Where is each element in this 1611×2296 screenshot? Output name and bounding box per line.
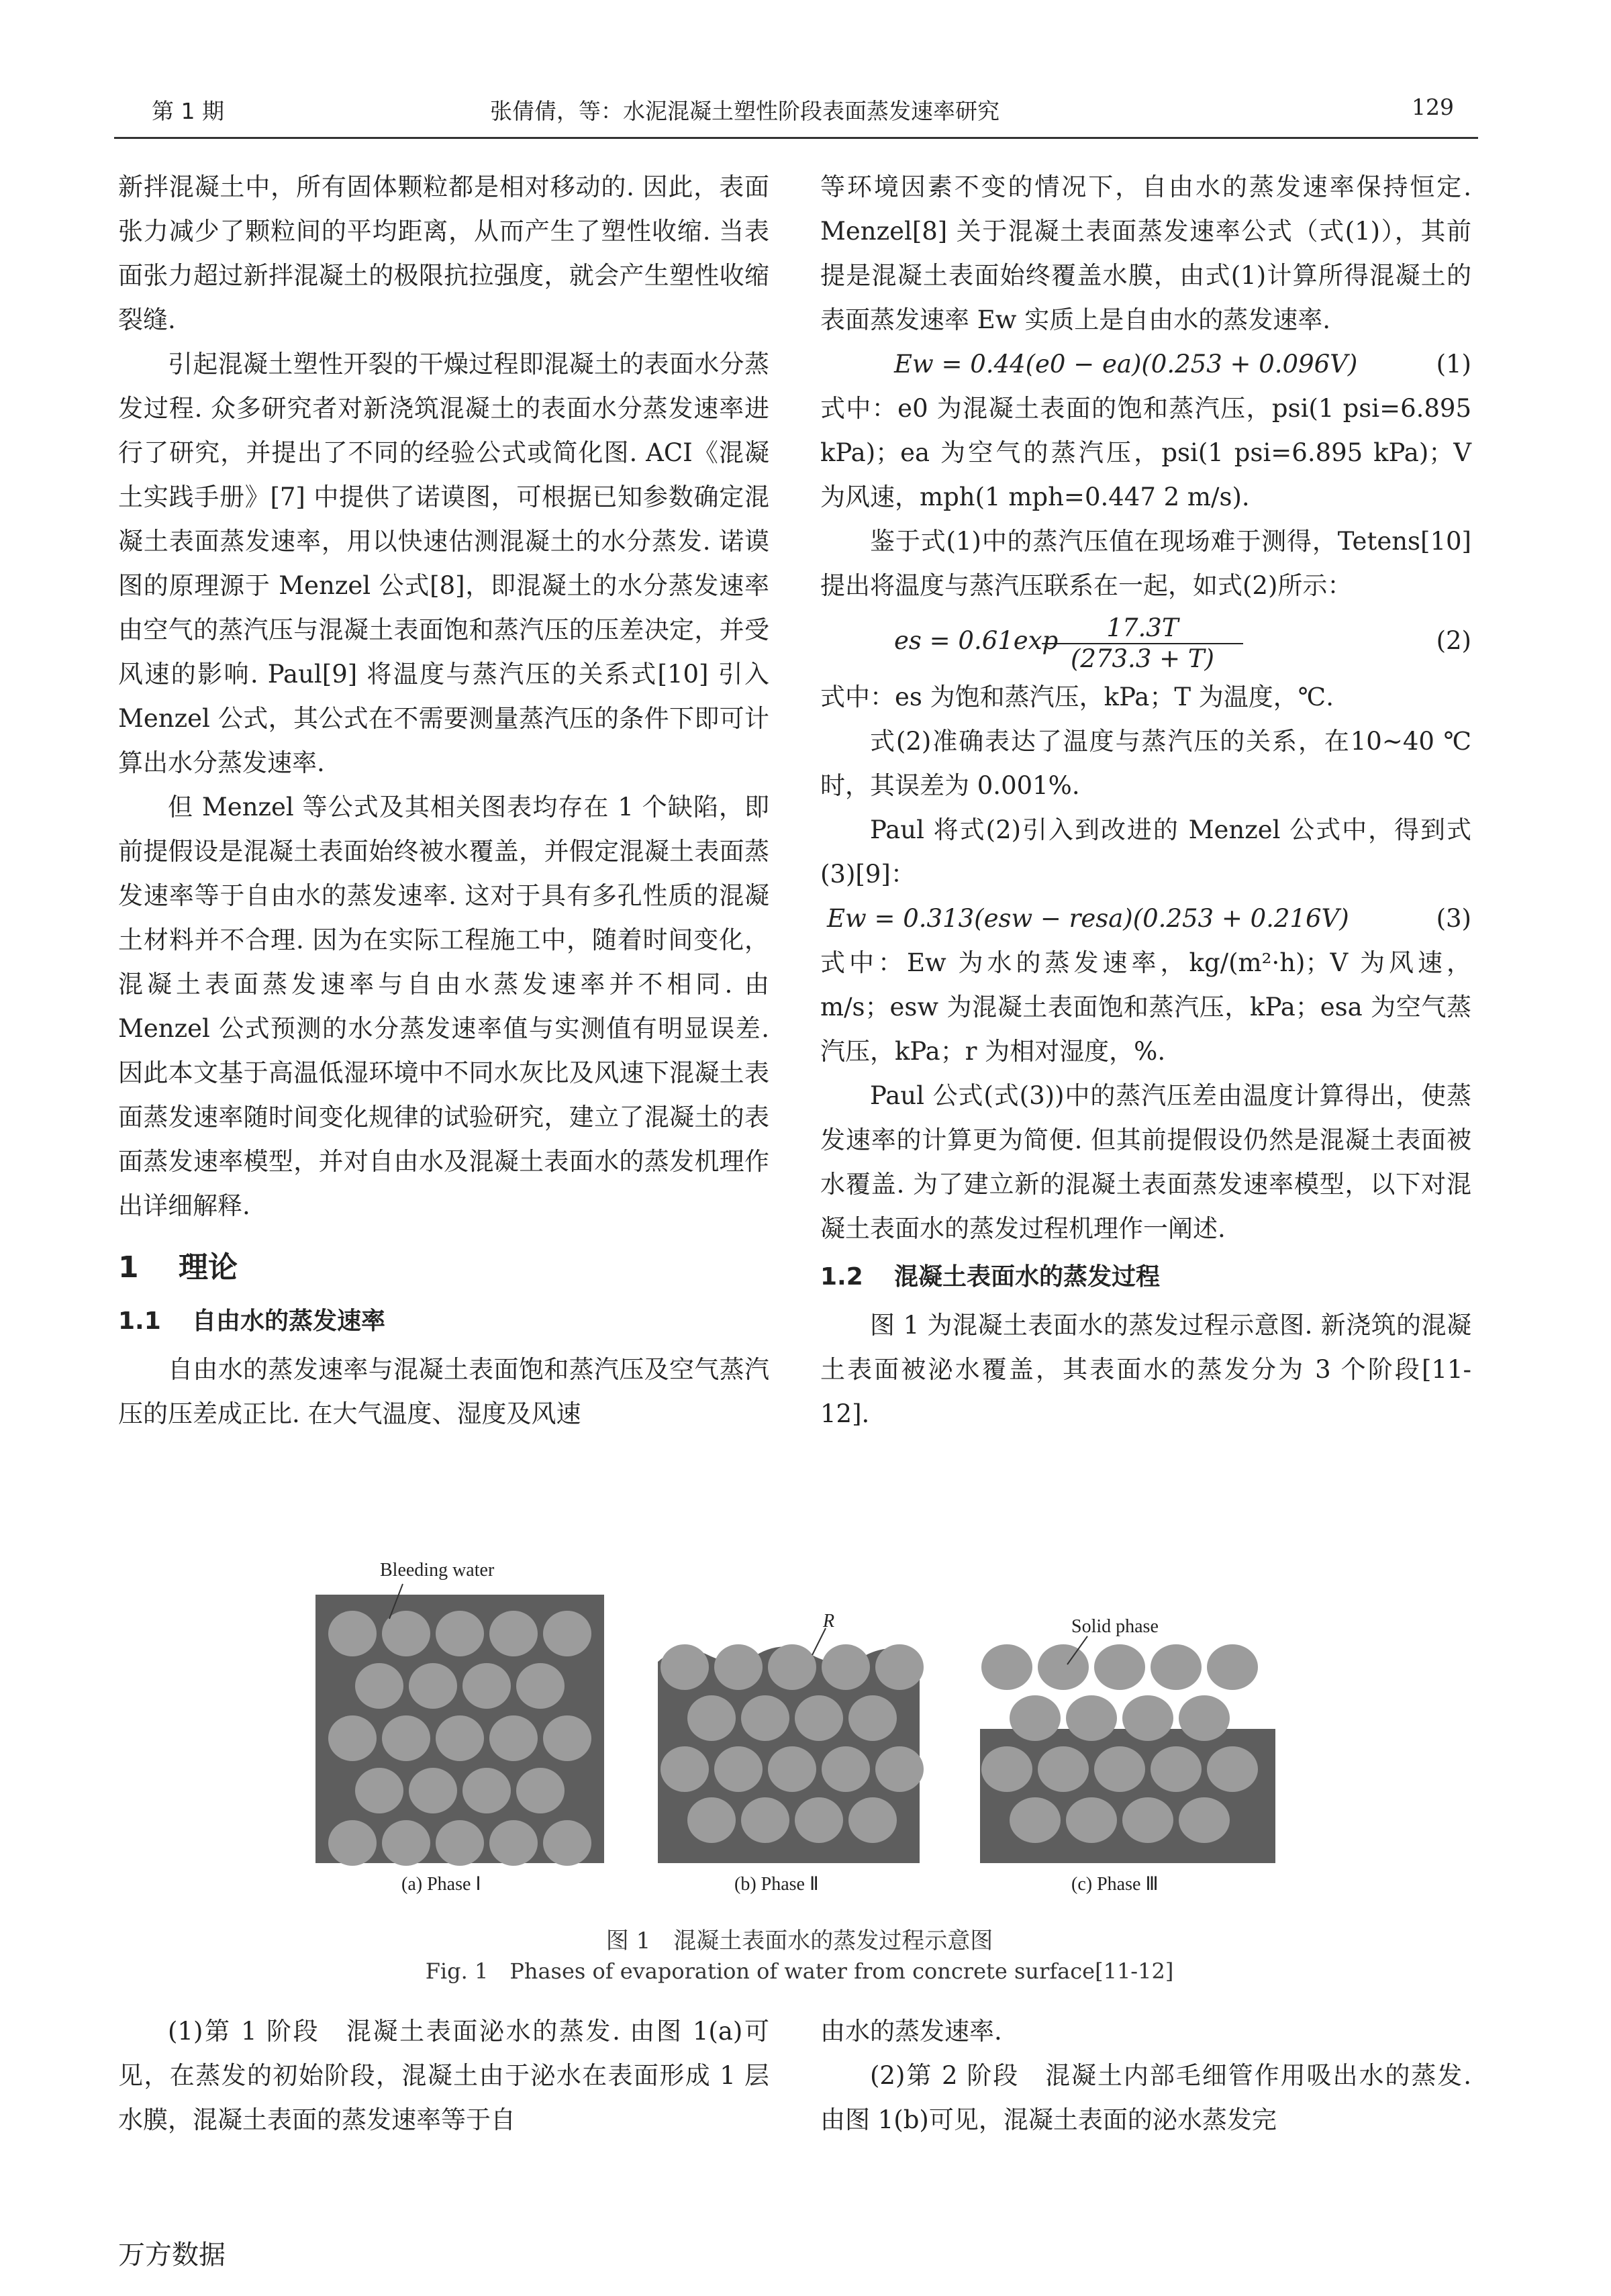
solid-particle: [489, 1715, 538, 1761]
subsection-number: 1.2: [820, 1263, 863, 1291]
solid-particle: [795, 1797, 843, 1843]
solid-particle: [543, 1611, 591, 1656]
equation-fraction: [1042, 613, 1243, 674]
issue-number: 第 1 期: [152, 98, 224, 124]
watermark-footer: 万方数据: [118, 2240, 226, 2270]
solid-particle: [875, 1746, 924, 1792]
subsection-heading: [820, 1255, 1471, 1299]
solid-particle: [981, 1644, 1032, 1690]
solid-particle: [382, 1715, 430, 1761]
equation-body: Ew = 0.313(esw − resa)(0.253 + 0.216V): [827, 904, 1349, 933]
paragraph: 式中：Ew 为水的蒸发速率，kg/(m²·h)；V 为风速，m/s；esw 为混凝土表面饱和蒸汽压，kPa；esa 为空气蒸汽压，kPa；r 为相对湿度，%.: [820, 948, 1471, 1066]
solid-particle: [436, 1611, 484, 1656]
right-column: [820, 165, 1471, 1436]
paragraph: 引起混凝土塑性开裂的干燥过程即混凝土的表面水分蒸发过程. 众多研究者对新浇筑混凝土的表面水分蒸发速率进行了研究，并提出了不同的经验公式或简化图. ACI《混凝土实践手册》[7] 中提供了诺谟图，可根据已知参数确定混凝土表面蒸发速率，用以快速估测混凝土的水分蒸发. 诺谟图的原理源于 Menzel 公式[8]，即混凝土的水分蒸发速率由空气的蒸汽压与混凝土表面饱和蒸汽压的压差决定，并受风速的影响. Paul[9] 将温度与蒸汽压的关系式[10] 引入 Menzel 公式，其公式在不需要测量蒸汽压的条件下即可计算出水分蒸发速率.: [118, 350, 769, 777]
solid-particle: [661, 1746, 709, 1792]
solid-particle: [1122, 1695, 1173, 1741]
solid-particle: [1151, 1644, 1202, 1690]
evaporation-phases-diagram: [315, 1554, 1296, 1903]
paragraph: 等环境因素不变的情况下，自由水的蒸发速率保持恒定. Menzel[8] 关于混凝土表面蒸发速率公式（式(1)），其前提是混凝土表面始终覆盖水膜，由式(1)计算所得混凝土的表面蒸发速率 Ew 实质上是自由水的蒸发速率.: [820, 172, 1471, 334]
section-heading: [118, 1246, 769, 1290]
solid-particle: [875, 1644, 924, 1690]
solid-particle: [687, 1797, 736, 1843]
solid-particle: [1066, 1695, 1117, 1741]
solid-particle: [1151, 1746, 1202, 1792]
label-solid-phase: Solid phase: [1071, 1616, 1159, 1637]
solid-particle: [1094, 1644, 1145, 1690]
paragraph: 式中：e0 为混凝土表面的饱和蒸汽压，psi(1 psi=6.895 kPa)；ea 为空气的蒸汽压，psi(1 psi=6.895 kPa)；V 为风速，mph(1 mph=0.447 2 m/s).: [820, 394, 1471, 511]
solid-particle: [822, 1746, 870, 1792]
solid-particle: [1010, 1695, 1061, 1741]
equation-number: (3): [1436, 904, 1471, 933]
paragraph: 鉴于式(1)中的蒸汽压值在现场难于测得，Tetens[10] 提出将温度与蒸汽压联系在一起，如式(2)所示：: [820, 527, 1471, 600]
fraction-denominator: (273.3 + T): [1071, 644, 1214, 673]
solid-particle: [848, 1695, 897, 1741]
solid-particle: [795, 1695, 843, 1741]
paragraph: 新拌混凝土中，所有固体颗粒都是相对移动的. 因此，表面张力减少了颗粒间的平均距离，从而产生了塑性收缩. 当表面张力超过新拌混凝土的极限抗拉强度，就会产生塑性收缩裂缝.: [118, 172, 769, 334]
solid-particle: [1179, 1797, 1230, 1843]
solid-particle: [1179, 1695, 1230, 1741]
solid-particle: [328, 1611, 377, 1656]
equation-number: (1): [1436, 350, 1471, 379]
solid-particle: [822, 1644, 870, 1690]
subfigure-label-b: (b) Phase Ⅱ: [734, 1874, 819, 1895]
solid-particle: [1094, 1746, 1145, 1792]
equation-1: [820, 342, 1471, 387]
section-number: 1: [118, 1250, 139, 1285]
equation-lhs: es = 0.61exp: [894, 626, 1059, 655]
solid-particle: [409, 1663, 457, 1709]
paragraph: 自由水的蒸发速率与混凝土表面饱和蒸汽压及空气蒸汽压的压差成正比. 在大气温度、湿度及风速: [118, 1355, 769, 1428]
solid-particle: [328, 1820, 377, 1866]
paragraph: (2)第 2 阶段 混凝土内部毛细管作用吸出水的蒸发. 由图 1(b)可见，混凝土表面的泌水蒸发完: [820, 2061, 1471, 2134]
label-bleeding-water: Bleeding water: [380, 1560, 495, 1581]
solid-particle: [661, 1644, 709, 1690]
solid-particle: [516, 1663, 565, 1709]
subsection-number: 1.1: [118, 1307, 161, 1335]
subsection-heading: [118, 1299, 769, 1344]
solid-particle: [489, 1611, 538, 1656]
leader-line-r: [812, 1628, 826, 1655]
subfigure-label-c: (c) Phase Ⅲ: [1071, 1874, 1159, 1895]
paragraph: 由水的蒸发速率.: [820, 2017, 1002, 2046]
solid-particle: [1010, 1797, 1061, 1843]
paragraph: (1)第 1 阶段 混凝土表面泌水的蒸发. 由图 1(a)可见，在蒸发的初始阶段，混凝土由于泌水在表面形成 1 层水膜，混凝土表面的蒸发速率等于自: [118, 2017, 769, 2134]
paragraph: 但 Menzel 等公式及其相关图表均存在 1 个缺陷，即前提假设是混凝土表面始终被水覆盖，并假定混凝土表面蒸发速率等于自由水的蒸发速率. 这对于具有多孔性质的混凝土材料并不合理. 因为在实际工程施工中，随着时间变化，混凝土表面蒸发速率与自由水蒸发速率并不相同. 由 Menzel 公式预测的水分蒸发速率值与实测值有明显误差. 因此本文基于高温低湿环境中不同水灰比及风速下混凝土表面蒸发速率随时间变化规律的试验研究，建立了混凝土的表面蒸发速率模型，并对自由水及混凝土表面水的蒸发机理作出详细解释.: [118, 793, 769, 1220]
paragraph: 式(2)准确表达了温度与蒸汽压的关系，在10~40 ℃时，其误差为 0.001%.: [820, 727, 1471, 800]
solid-particle: [768, 1746, 816, 1792]
solid-particle: [382, 1820, 430, 1866]
solid-particle: [355, 1768, 403, 1813]
solid-particle: [687, 1695, 736, 1741]
solid-particle: [436, 1715, 484, 1761]
left-column-bottom: [118, 2009, 769, 2142]
equation-number: (2): [1436, 626, 1471, 655]
solid-particle: [741, 1797, 789, 1843]
fraction-numerator: 17.3T: [1042, 613, 1243, 644]
solid-particle: [768, 1644, 816, 1690]
solid-particle: [409, 1768, 457, 1813]
solid-particle: [355, 1663, 403, 1709]
solid-particle: [848, 1797, 897, 1843]
solid-particle: [714, 1746, 763, 1792]
left-column: [118, 165, 769, 1436]
figure-caption-en: Fig. 1 Phases of evaporation of water from concrete surface[11-12]: [425, 1958, 1174, 1984]
solid-particle: [462, 1663, 511, 1709]
paragraph: Paul 公式(式(3))中的蒸汽压差由温度计算得出，使蒸发速率的计算更为简便. 但其前提假设仍然是混凝土表面被水覆盖. 为了建立新的混凝土表面蒸发速率模型，以下对混凝土表面水的蒸发过程机理作一阐述.: [820, 1081, 1471, 1243]
equation-body: Ew = 0.44(e0 − ea)(0.253 + 0.096V): [894, 350, 1358, 379]
figure-1: [315, 1554, 1296, 1903]
solid-particle: [489, 1820, 538, 1866]
label-r: R: [823, 1611, 835, 1632]
solid-particle: [328, 1715, 377, 1761]
solid-particle: [516, 1768, 565, 1813]
equation-2: [820, 608, 1471, 675]
running-header: [114, 90, 1478, 139]
solid-particle: [981, 1746, 1032, 1792]
paragraph: Paul 将式(2)引入到改进的 Menzel 公式中，得到式(3)[9]：: [820, 815, 1471, 889]
solid-particle: [714, 1644, 763, 1690]
solid-particle: [462, 1768, 511, 1813]
solid-particle: [741, 1695, 789, 1741]
paragraph: 式中：es 为饱和蒸汽压，kPa；T 为温度，℃.: [820, 683, 1334, 711]
solid-particle: [1122, 1797, 1173, 1843]
solid-particle: [543, 1820, 591, 1866]
page-number: 129: [1412, 94, 1454, 120]
solid-particle: [1207, 1746, 1258, 1792]
solid-particle: [436, 1820, 484, 1866]
solid-particle: [1038, 1746, 1089, 1792]
right-column-bottom: [820, 2009, 1471, 2142]
running-title: 张倩倩，等：水泥混凝土塑性阶段表面蒸发速率研究: [490, 98, 999, 124]
figure-caption-cn: 图 1 混凝土表面水的蒸发过程示意图: [605, 1928, 993, 1954]
subsection-title: 自由水的蒸发速率: [192, 1307, 386, 1335]
paragraph: 图 1 为混凝土表面水的蒸发过程示意图. 新浇筑的混凝土表面被泌水覆盖，其表面水的蒸发分为 3 个阶段[11-12].: [820, 1311, 1471, 1428]
section-title: 理论: [179, 1250, 238, 1285]
subfigure-label-a: (a) Phase Ⅰ: [401, 1874, 481, 1895]
solid-particle: [1066, 1797, 1117, 1843]
solid-particle: [543, 1715, 591, 1761]
solid-particle: [1038, 1644, 1089, 1690]
solid-particle: [1207, 1644, 1258, 1690]
equation-3: [820, 897, 1471, 941]
subsection-title: 混凝土表面水的蒸发过程: [894, 1263, 1161, 1291]
